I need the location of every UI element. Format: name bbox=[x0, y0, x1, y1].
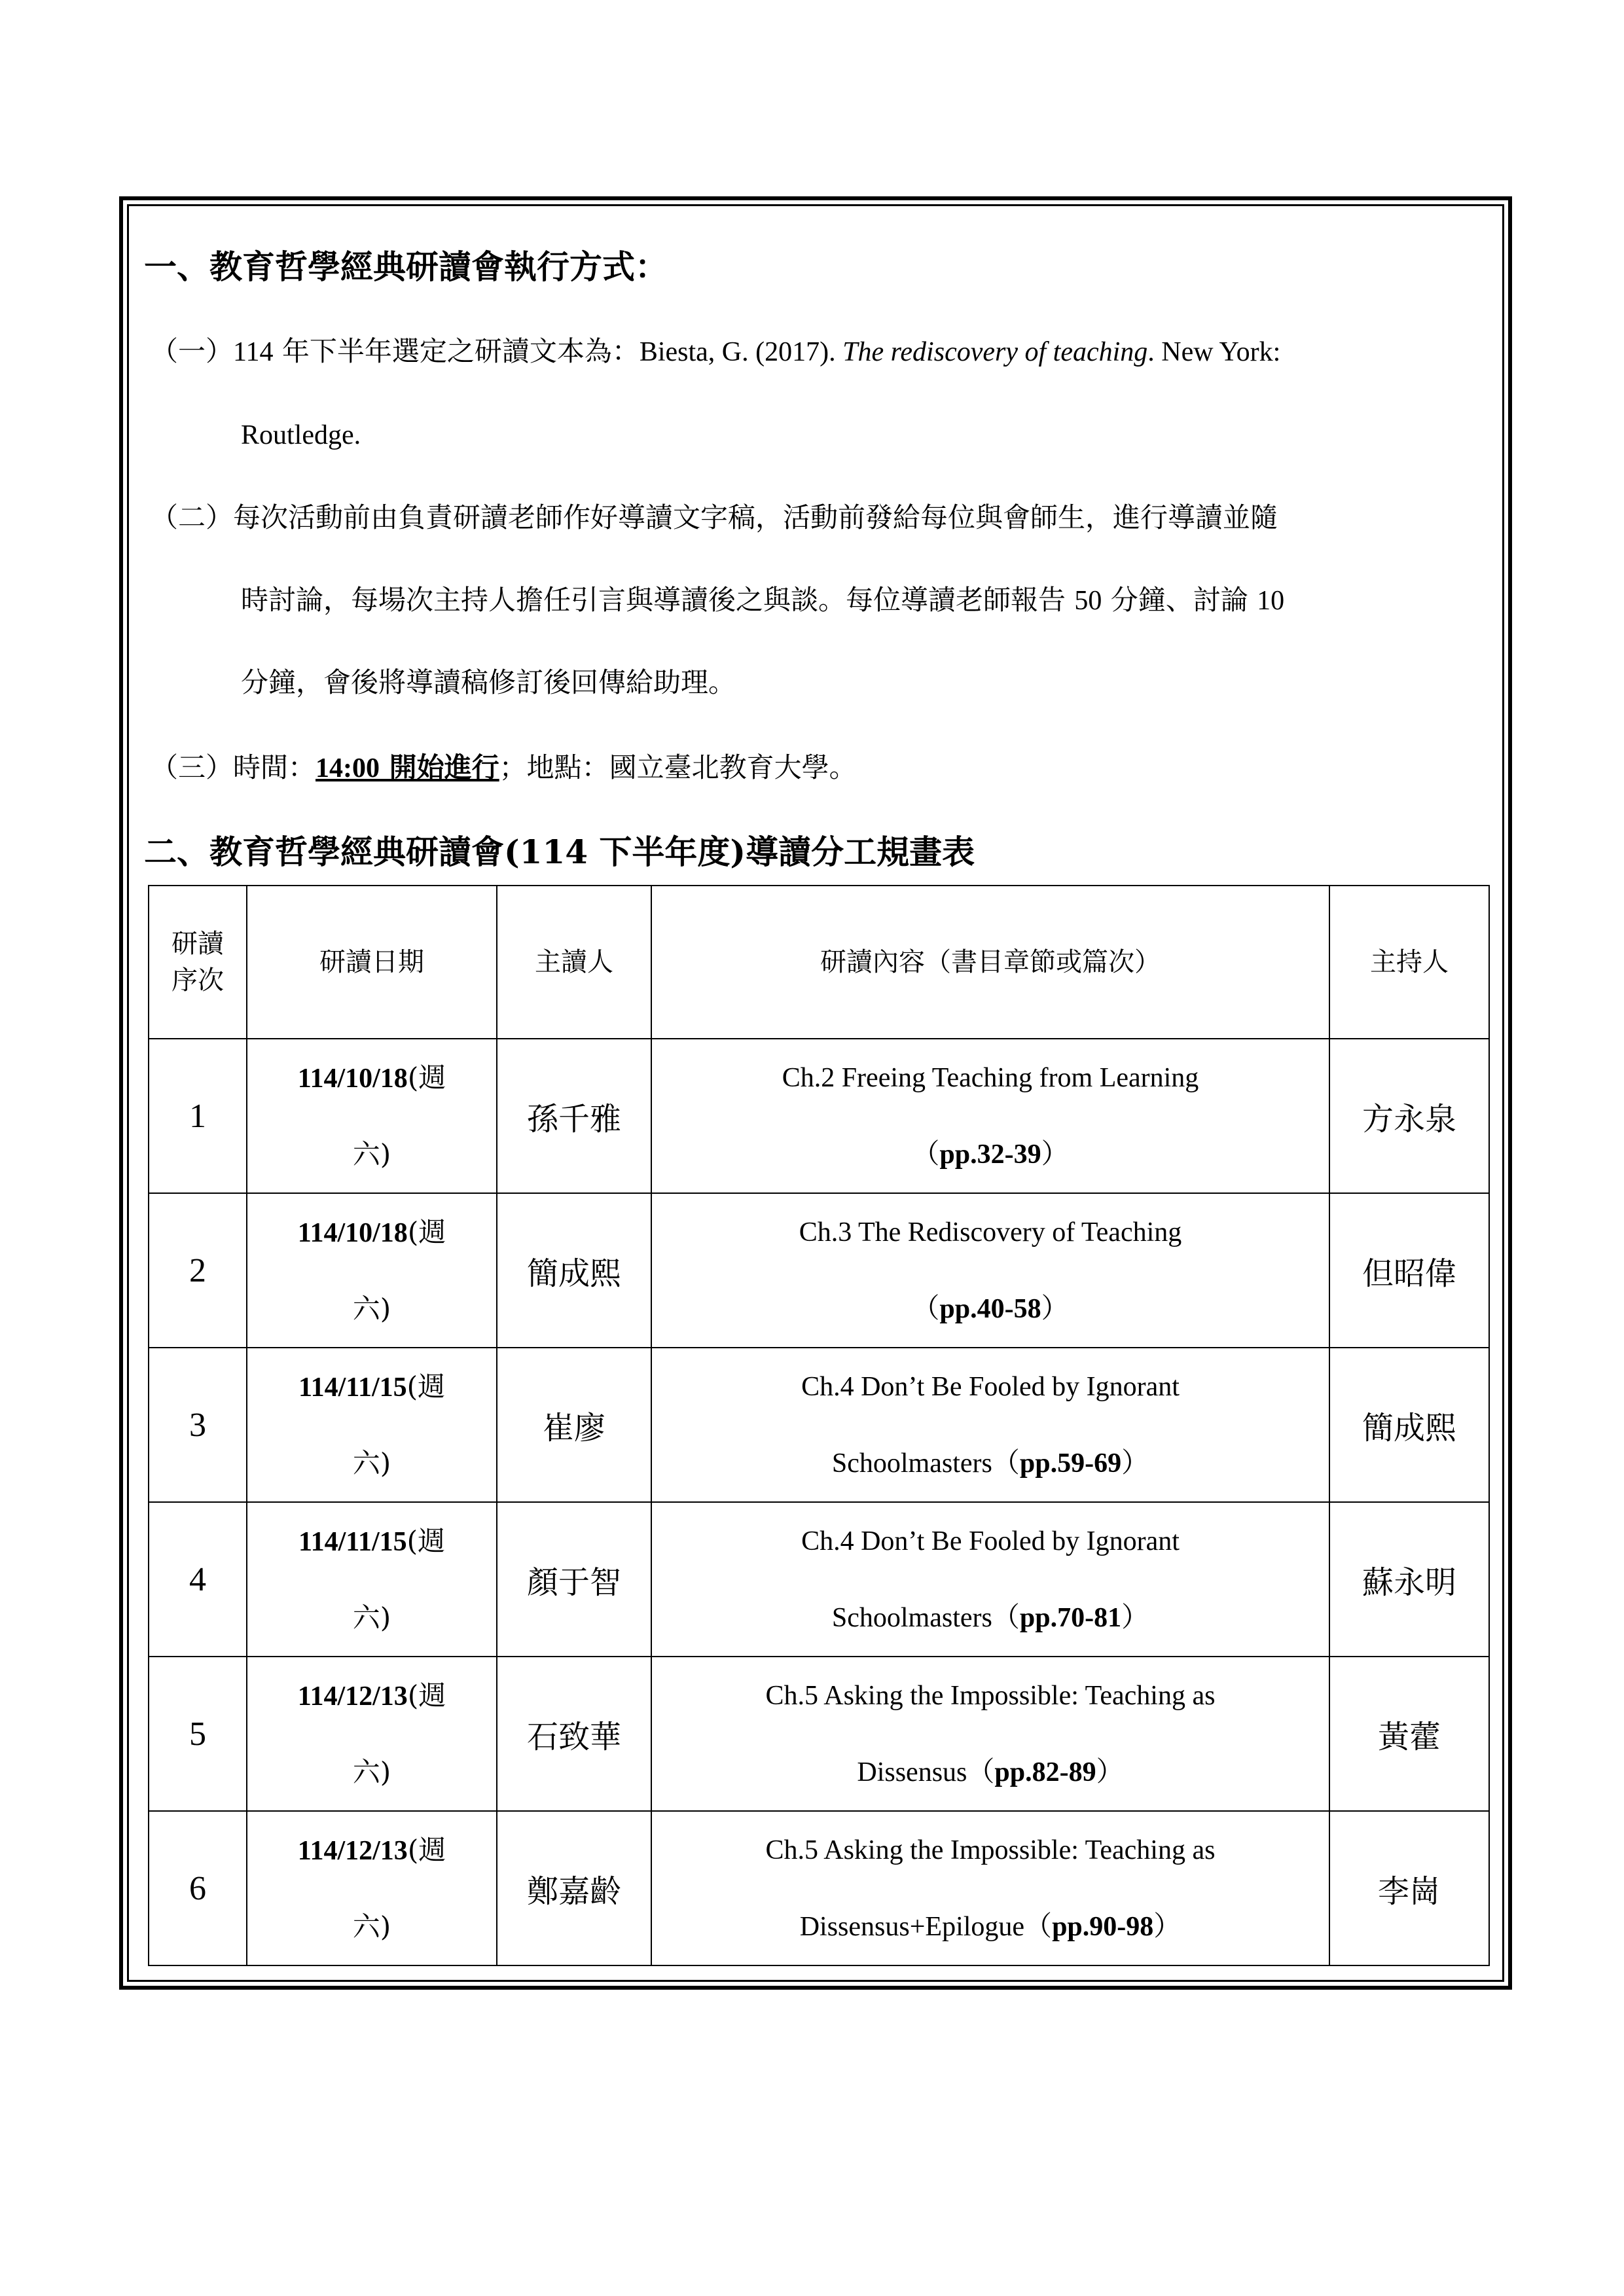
table-row bbox=[149, 1348, 1489, 1502]
header-date: 研讀日期 bbox=[247, 886, 497, 1039]
row-seq: 1 bbox=[149, 1039, 247, 1193]
item1-line1 bbox=[151, 335, 1280, 368]
row-date: 114/12/13(週 六) bbox=[247, 1657, 497, 1811]
item2-line2 bbox=[241, 584, 1284, 617]
section1-title: 一、教育哲學經典研讀會執行方式： bbox=[144, 247, 668, 286]
row-seq: 5 bbox=[149, 1657, 247, 1811]
schedule-table bbox=[148, 885, 1490, 1966]
row-host: 蘇永明 bbox=[1329, 1502, 1489, 1657]
row-host: 方永泉 bbox=[1329, 1039, 1489, 1193]
item3-time-label: 時間： bbox=[233, 751, 316, 783]
item2-text1: 每次活動前由負責研讀老師作好導讀文字稿，活動前發給每位與會師生，進行導讀並隨 bbox=[233, 501, 1278, 533]
header-seq: 研讀 序次 bbox=[149, 886, 247, 1039]
header-content: 研讀內容（書目章節或篇次） bbox=[651, 886, 1329, 1039]
header-reader: 主讀人 bbox=[497, 886, 651, 1039]
row-content: Ch.4 Don’t Be Fooled by Ignorant Schoolmasters（pp.59-69） bbox=[651, 1348, 1329, 1502]
item1-prefix: （一） bbox=[151, 335, 234, 367]
item2-prefix: （二） bbox=[151, 501, 234, 533]
row-host: 簡成熙 bbox=[1329, 1348, 1489, 1502]
row-seq: 2 bbox=[149, 1193, 247, 1348]
item2-minutes-report: 50 bbox=[1074, 586, 1102, 616]
row-date: 114/11/15(週 六) bbox=[247, 1502, 497, 1657]
item2-text2a: 時討論，每場次主持人擔任引言與導讀後之與談。每位導讀老師報告 bbox=[241, 584, 1075, 616]
row-reader: 孫千雅 bbox=[497, 1039, 651, 1193]
row-host: 黃藿 bbox=[1329, 1657, 1489, 1811]
item1-citation-title: The rediscovery of teaching bbox=[842, 337, 1148, 367]
item3-prefix: （三） bbox=[151, 751, 234, 783]
row-date: 114/10/18(週 六) bbox=[247, 1039, 497, 1193]
row-seq: 4 bbox=[149, 1502, 247, 1657]
item2-line3: 分鐘，會後將導讀稿修訂後回傳給助理。 bbox=[241, 666, 736, 698]
table-row bbox=[149, 1193, 1489, 1348]
row-content: Ch.5 Asking the Impossible: Teaching as Dissensus（pp.82-89） bbox=[651, 1657, 1329, 1811]
item1-citation-author: Biesta, G. (2017). bbox=[639, 337, 843, 367]
item3-time-value: 14:00 bbox=[316, 753, 380, 783]
table-row bbox=[149, 1502, 1489, 1657]
section2-title: 二、教育哲學經典研讀會(114 下半年度)導讀分工規畫表 bbox=[144, 833, 975, 871]
row-reader: 崔廖 bbox=[497, 1348, 651, 1502]
item2-text2b: 分鐘、討論 bbox=[1102, 584, 1257, 616]
table-header-row bbox=[149, 886, 1489, 1039]
row-date: 114/12/13(週 六) bbox=[247, 1811, 497, 1965]
row-host: 但昭偉 bbox=[1329, 1193, 1489, 1348]
row-reader: 石致華 bbox=[497, 1657, 651, 1811]
table-row bbox=[149, 1657, 1489, 1811]
row-date: 114/11/15(週 六) bbox=[247, 1348, 497, 1502]
row-content: Ch.2 Freeing Teaching from Learning （pp.32-39） bbox=[651, 1039, 1329, 1193]
item3-place: ；地點：國立臺北教育大學。 bbox=[499, 751, 857, 783]
row-reader: 鄭嘉齡 bbox=[497, 1811, 651, 1965]
row-content: Ch.4 Don’t Be Fooled by Ignorant Schoolmasters（pp.70-81） bbox=[651, 1502, 1329, 1657]
table-row bbox=[149, 1811, 1489, 1965]
item1-line2: Routledge. bbox=[241, 420, 361, 450]
item3-time-value-wrap bbox=[316, 751, 499, 783]
row-reader: 簡成熙 bbox=[497, 1193, 651, 1348]
item3-line bbox=[151, 751, 857, 785]
row-content: Ch.3 The Rediscovery of Teaching （pp.40-58） bbox=[651, 1193, 1329, 1348]
item1-text: 年下半年選定之研讀文本為： bbox=[273, 335, 640, 367]
row-date: 114/10/18(週 六) bbox=[247, 1193, 497, 1348]
row-seq: 6 bbox=[149, 1811, 247, 1965]
item3-time-suffix: 開始進行 bbox=[380, 751, 499, 783]
item2-line1 bbox=[151, 501, 1278, 534]
item2-minutes-discuss: 10 bbox=[1257, 586, 1285, 616]
table-row bbox=[149, 1039, 1489, 1193]
item1-year: 114 bbox=[233, 337, 274, 367]
header-host: 主持人 bbox=[1329, 886, 1489, 1039]
item1-citation-place: . New York: bbox=[1147, 337, 1281, 367]
row-reader: 顏于智 bbox=[497, 1502, 651, 1657]
row-host: 李崗 bbox=[1329, 1811, 1489, 1965]
row-content: Ch.5 Asking the Impossible: Teaching as Dissensus+Epilogue（pp.90-98） bbox=[651, 1811, 1329, 1965]
row-seq: 3 bbox=[149, 1348, 247, 1502]
